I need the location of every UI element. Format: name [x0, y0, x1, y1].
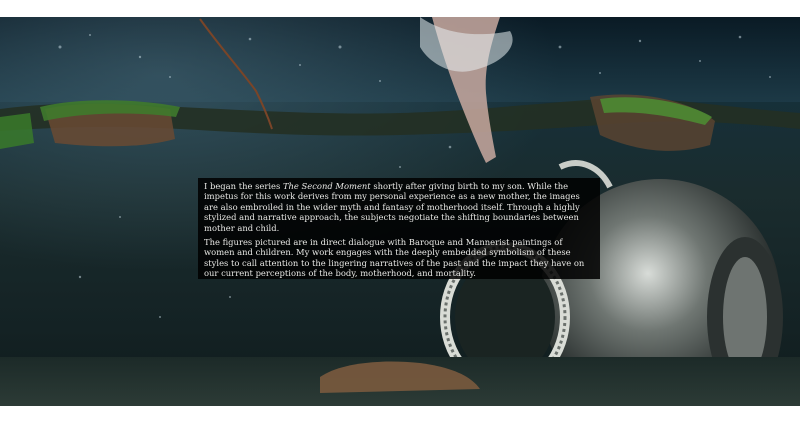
statement-paragraph-1: I began the series The Second Moment shortly after giving birth to my son. While the impetus for this work derives from my personal experience as a new mother, the images are also embroiled in the wider myth and fantasy of motherhood itself. Through a highly stylized and narrative approach, the subjects negotiate the shifting boundaries between mother and child.	[204, 181, 580, 233]
moss-far-left	[0, 113, 34, 149]
series-title: The Second Moment	[282, 181, 371, 191]
hero-photograph	[0, 17, 800, 406]
statement-paragraph-2: The figures pictured are in direct dialogue with Baroque and Mannerist paintings of women and children. My work engages with the deeply embedded symbolism of these styles to call attention to the lingering narratives of the past and the impact they have on our current perceptions of the body, motherhood, and mortality.	[204, 237, 585, 279]
artist-statement	[198, 178, 600, 279]
